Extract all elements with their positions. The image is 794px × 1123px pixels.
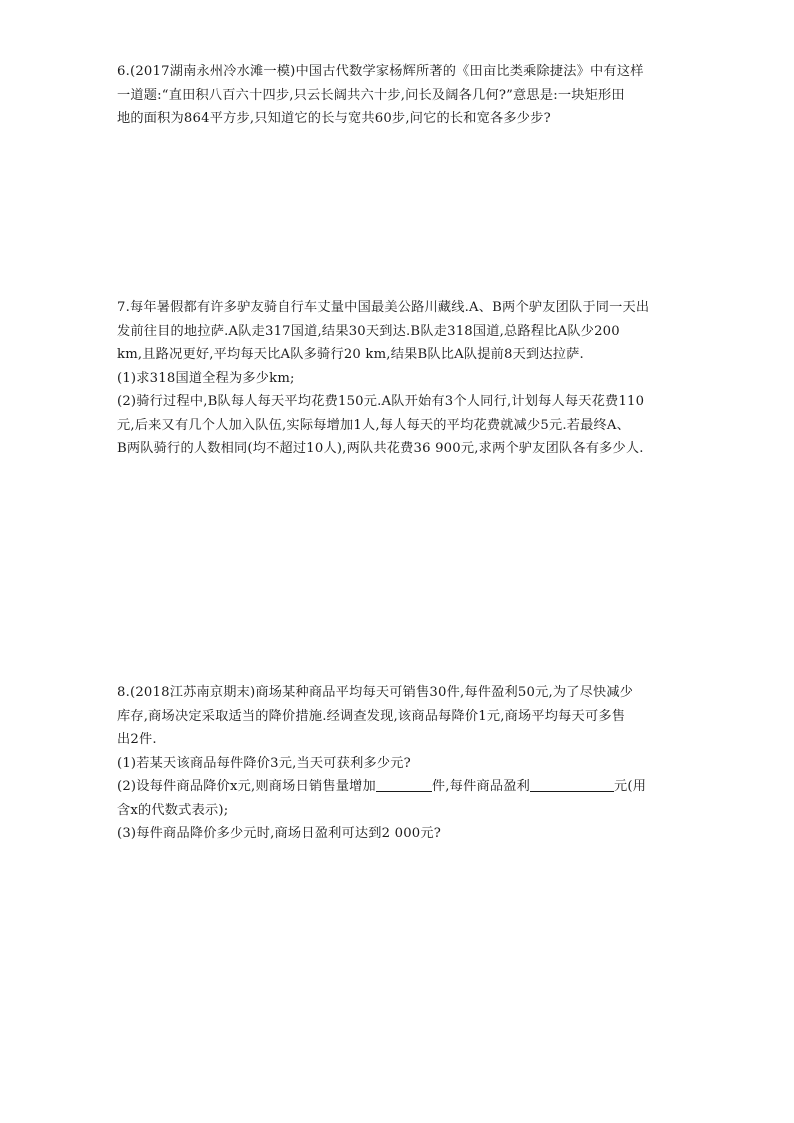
problem-7-line-3: km,且路况更好,平均每天比A队多骑行20 km,结果B队比A队提前8天到达拉萨. <box>117 347 584 362</box>
problem-7 <box>117 296 687 461</box>
problem-7-question-2-line-3: B两队骑行的人数相同(均不超过10人),两队共花费36 900元,求两个驴友团队各有多少人. <box>117 441 644 456</box>
problem-8-question-2-line-2: 含x的代数式表示); <box>117 802 229 818</box>
problem-8-question-2-line-1 <box>117 775 687 799</box>
problem-7-line-1: 7.每年暑假都有许多驴友骑自行车丈量中国最美公路川藏线.A、B两个驴友团队于同一天出 <box>117 300 650 315</box>
q2-text-b: 件,每件商品盈利 <box>431 779 531 794</box>
problem-6 <box>117 60 687 131</box>
q2-text-c: 元(用 <box>614 779 647 794</box>
problem-6-line-3: 地的面积为864平方步,只知道它的长与宽共60步,问它的长和宽各多少步? <box>117 111 551 126</box>
answer-blank-sales-increase[interactable] <box>376 777 432 792</box>
problem-8-question-3: (3)每件商品降价多少元时,商场日盈利可达到2 000元? <box>117 826 442 841</box>
problem-8-line-3: 出2件. <box>117 732 157 747</box>
problem-7-question-2-line-2: 元,后来又有几个人加入队伍,实际每增加1人,每人每天的平均花费就减少5元.若最终A、 <box>117 417 631 433</box>
problem-8-question-1: (1)若某天该商品每件降价3元,当天可获利多少元? <box>117 755 411 771</box>
problem-7-question-1: (1)求318国道全程为多少km; <box>117 370 295 386</box>
problem-7-question-2-line-1: (2)骑行过程中,B队每人每天平均花费150元.A队开始有3个人同行,计划每人每天花费110 <box>117 394 645 409</box>
problem-8 <box>117 681 687 846</box>
q2-text-a: (2)设每件商品降价x元,则商场日销售量增加 <box>117 779 376 794</box>
answer-blank-profit-per-item[interactable] <box>530 777 614 792</box>
problem-8-line-1: 8.(2018江苏南京期末)商场某种商品平均每天可销售30件,每件盈利50元,为了尽快减少 <box>117 685 634 700</box>
problem-8-line-2: 库存,商场决定采取适当的降价措施.经调查发现,该商品每降价1元,商场平均每天可多售 <box>117 708 626 724</box>
problem-6-line-2: 一道题:“直田积八百六十四步,只云长阔共六十步,问长及阔各几何?”意思是:一块矩形田 <box>117 87 625 103</box>
problem-6-line-1: 6.(2017湖南永州冷水滩一模)中国古代数学家杨辉所著的《田亩比类乘除捷法》中有这样 <box>117 64 644 79</box>
problem-7-line-2: 发前往目的地拉萨.A队走317国道,结果30天到达.B队走318国道,总路程比A队少200 <box>117 323 620 339</box>
